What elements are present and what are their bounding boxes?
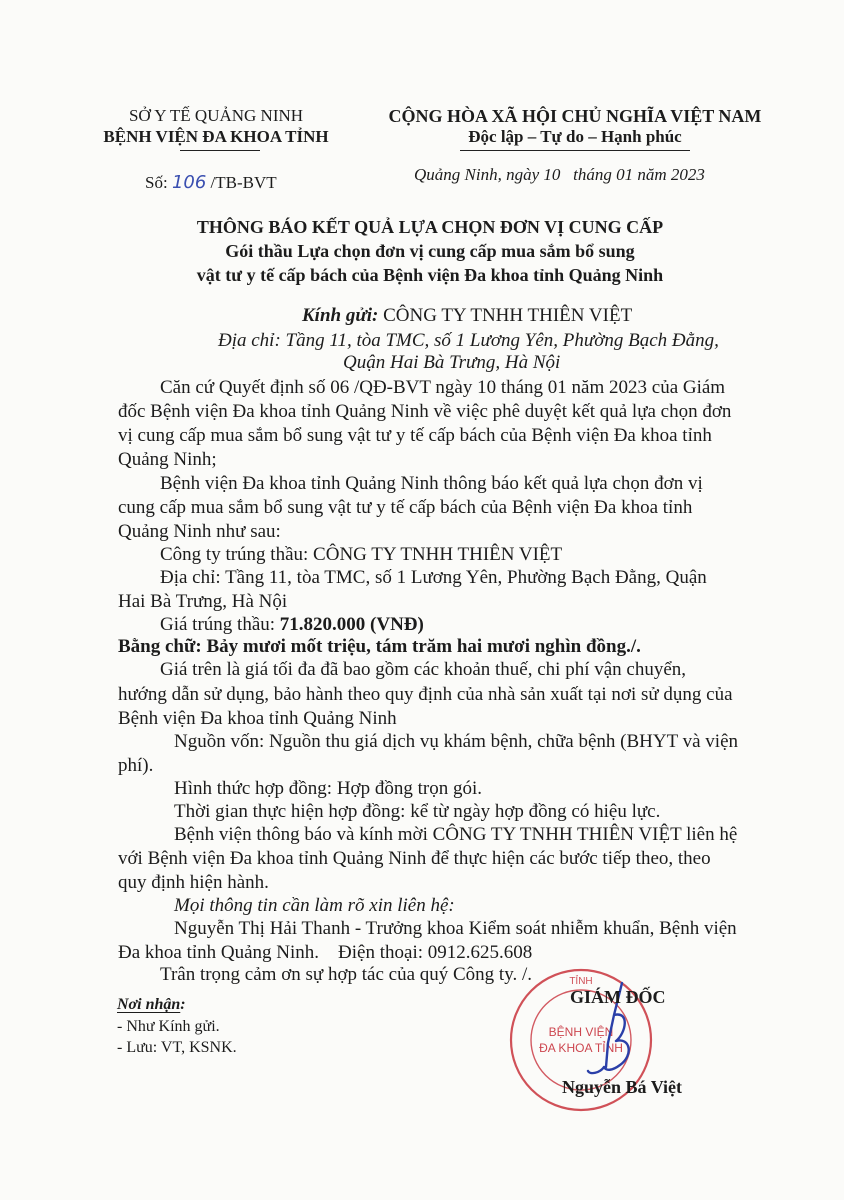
contract-time: Thời gian thực hiện hợp đồng: kể từ ngày hợp đồng có hiệu lực. [174, 801, 661, 822]
recipient-label: Kính gửi: [302, 305, 379, 326]
doc-date: Quảng Ninh, ngày 10 tháng 01 năm 2023 [414, 165, 705, 184]
recipients-heading [117, 996, 186, 1014]
para-basis-2: đốc Bệnh viện Đa khoa tỉnh Quảng Ninh về việc phê duyệt kết quả lựa chọn đơn [118, 401, 732, 422]
para-price-1: Giá trên là giá tối đa đã bao gồm các khoản thuế, chi phí vận chuyển, [160, 659, 687, 680]
para-price-3: Bệnh viện Đa khoa tỉnh Quảng Ninh [118, 708, 397, 729]
recipient-line [302, 305, 632, 327]
para-invite-3: quy định hiện hành. [118, 872, 269, 893]
doc-number-prefix: Số: [145, 173, 168, 192]
nation-motto: Độc lập – Tự do – Hạnh phúc [468, 127, 682, 146]
recipients-colon: : [180, 996, 186, 1013]
doc-number-handwritten: 106 [171, 172, 207, 193]
recipient-name: CÔNG TY TNHH THIÊN VIỆT [383, 305, 633, 326]
para-notice-1: Bệnh viện Đa khoa tỉnh Quảng Ninh thông báo kết quả lựa chọn đơn vị [160, 473, 703, 494]
doc-title: THÔNG BÁO KẾT QUẢ LỰA CHỌN ĐƠN VỊ CUNG CẤP [196, 217, 664, 237]
recipient-item-2: - Lưu: VT, KSNK. [117, 1039, 237, 1056]
para-invite-2: với Bệnh viện Đa khoa tỉnh Quảng Ninh để thực hiện các bước tiếp theo, theo [118, 848, 711, 869]
contact-intro: Mọi thông tin cần làm rõ xin liên hệ: [174, 895, 455, 916]
para-basis-1: Căn cứ Quyết định số 06 /QĐ-BVT ngày 10 tháng 01 năm 2023 của Giám [160, 377, 726, 398]
recipient-item-1: - Như Kính gửi. [117, 1018, 220, 1035]
org-parent: SỞ Y TẾ QUẢNG NINH [128, 106, 304, 125]
para-price-2: hướng dẫn sử dụng, bảo hành theo quy định của nhà sản xuất tại nơi sử dụng của [118, 684, 733, 705]
org-name: BỆNH VIỆN ĐA KHOA TỈNH [103, 127, 329, 146]
nation-title: CỘNG HÒA XÃ HỘI CHỦ NGHĨA VIỆT NAM [388, 106, 762, 126]
para-invite-1: Bệnh viện thông báo và kính mời CÔNG TY TNHH THIÊN VIỆT liên hệ [174, 824, 738, 845]
recipients-label: Nơi nhận [117, 996, 181, 1013]
para-basis-4: Quảng Ninh; [118, 449, 217, 470]
doc-number [145, 172, 277, 193]
para-basis-3: vị cung cấp mua sắm bổ sung vật tư y tế cấp bách của Bệnh viện Đa khoa tỉnh [118, 425, 712, 446]
winning-price [160, 614, 424, 636]
signer-name: Nguyễn Bá Việt [562, 1077, 683, 1097]
doc-subtitle-2: vật tư y tế cấp bách của Bệnh viện Đa khoa tỉnh Quảng Ninh [196, 265, 664, 285]
stamp-ring-text: TỈNH [569, 976, 593, 987]
recipient-address-1: Địa chỉ: Tầng 11, tòa TMC, số 1 Lương Yên, Phường Bạch Đằng, [218, 330, 719, 351]
winner-address-1: Địa chỉ: Tầng 11, tòa TMC, số 1 Lương Yên, Phường Bạch Đằng, Quận [160, 567, 707, 588]
motto-underline [460, 150, 690, 151]
fund-source-1: Nguồn vốn: Nguồn thu giá dịch vụ khám bệnh, chữa bệnh (BHYT và viện [174, 731, 739, 752]
stamp-text-2: ĐA KHOA TỈNH [539, 1041, 623, 1055]
doc-number-suffix: /TB-BVT [210, 173, 277, 192]
winning-price-label: Giá trúng thầu: [160, 614, 276, 635]
para-notice-3: Quảng Ninh như sau: [118, 521, 281, 542]
stamp-text-1: BỆNH VIỆN [548, 1025, 614, 1039]
para-notice-2: cung cấp mua sắm bổ sung vật tư y tế cấp bách của Bệnh viện Đa khoa tỉnh [118, 497, 693, 518]
signer-title: GIÁM ĐỐC [570, 987, 666, 1007]
price-in-words: Bằng chữ: Bảy mươi mốt triệu, tám trăm hai mươi nghìn đồng./. [118, 636, 641, 657]
recipient-address-2: Quận Hai Bà Trưng, Hà Nội [343, 352, 561, 373]
contract-form: Hình thức hợp đồng: Hợp đồng trọn gói. [174, 778, 482, 799]
fund-source-2: phí). [118, 755, 154, 776]
winning-price-value: 71.820.000 (VNĐ) [279, 614, 424, 635]
contact-person-2: Đa khoa tỉnh Quảng Ninh. Điện thoại: 0912.625.608 [118, 942, 533, 963]
thanks-line: Trân trọng cảm ơn sự hợp tác của quý Công ty. /. [160, 964, 532, 985]
org-underline [180, 150, 260, 151]
winner-address-2: Hai Bà Trưng, Hà Nội [118, 591, 288, 612]
contact-person-1: Nguyễn Thị Hải Thanh - Trưởng khoa Kiểm soát nhiễm khuẩn, Bệnh viện [174, 918, 737, 939]
doc-subtitle-1: Gói thầu Lựa chọn đơn vị cung cấp mua sắm bổ sung [225, 241, 635, 261]
winner-company: Công ty trúng thầu: CÔNG TY TNHH THIÊN VIỆT [160, 544, 563, 565]
